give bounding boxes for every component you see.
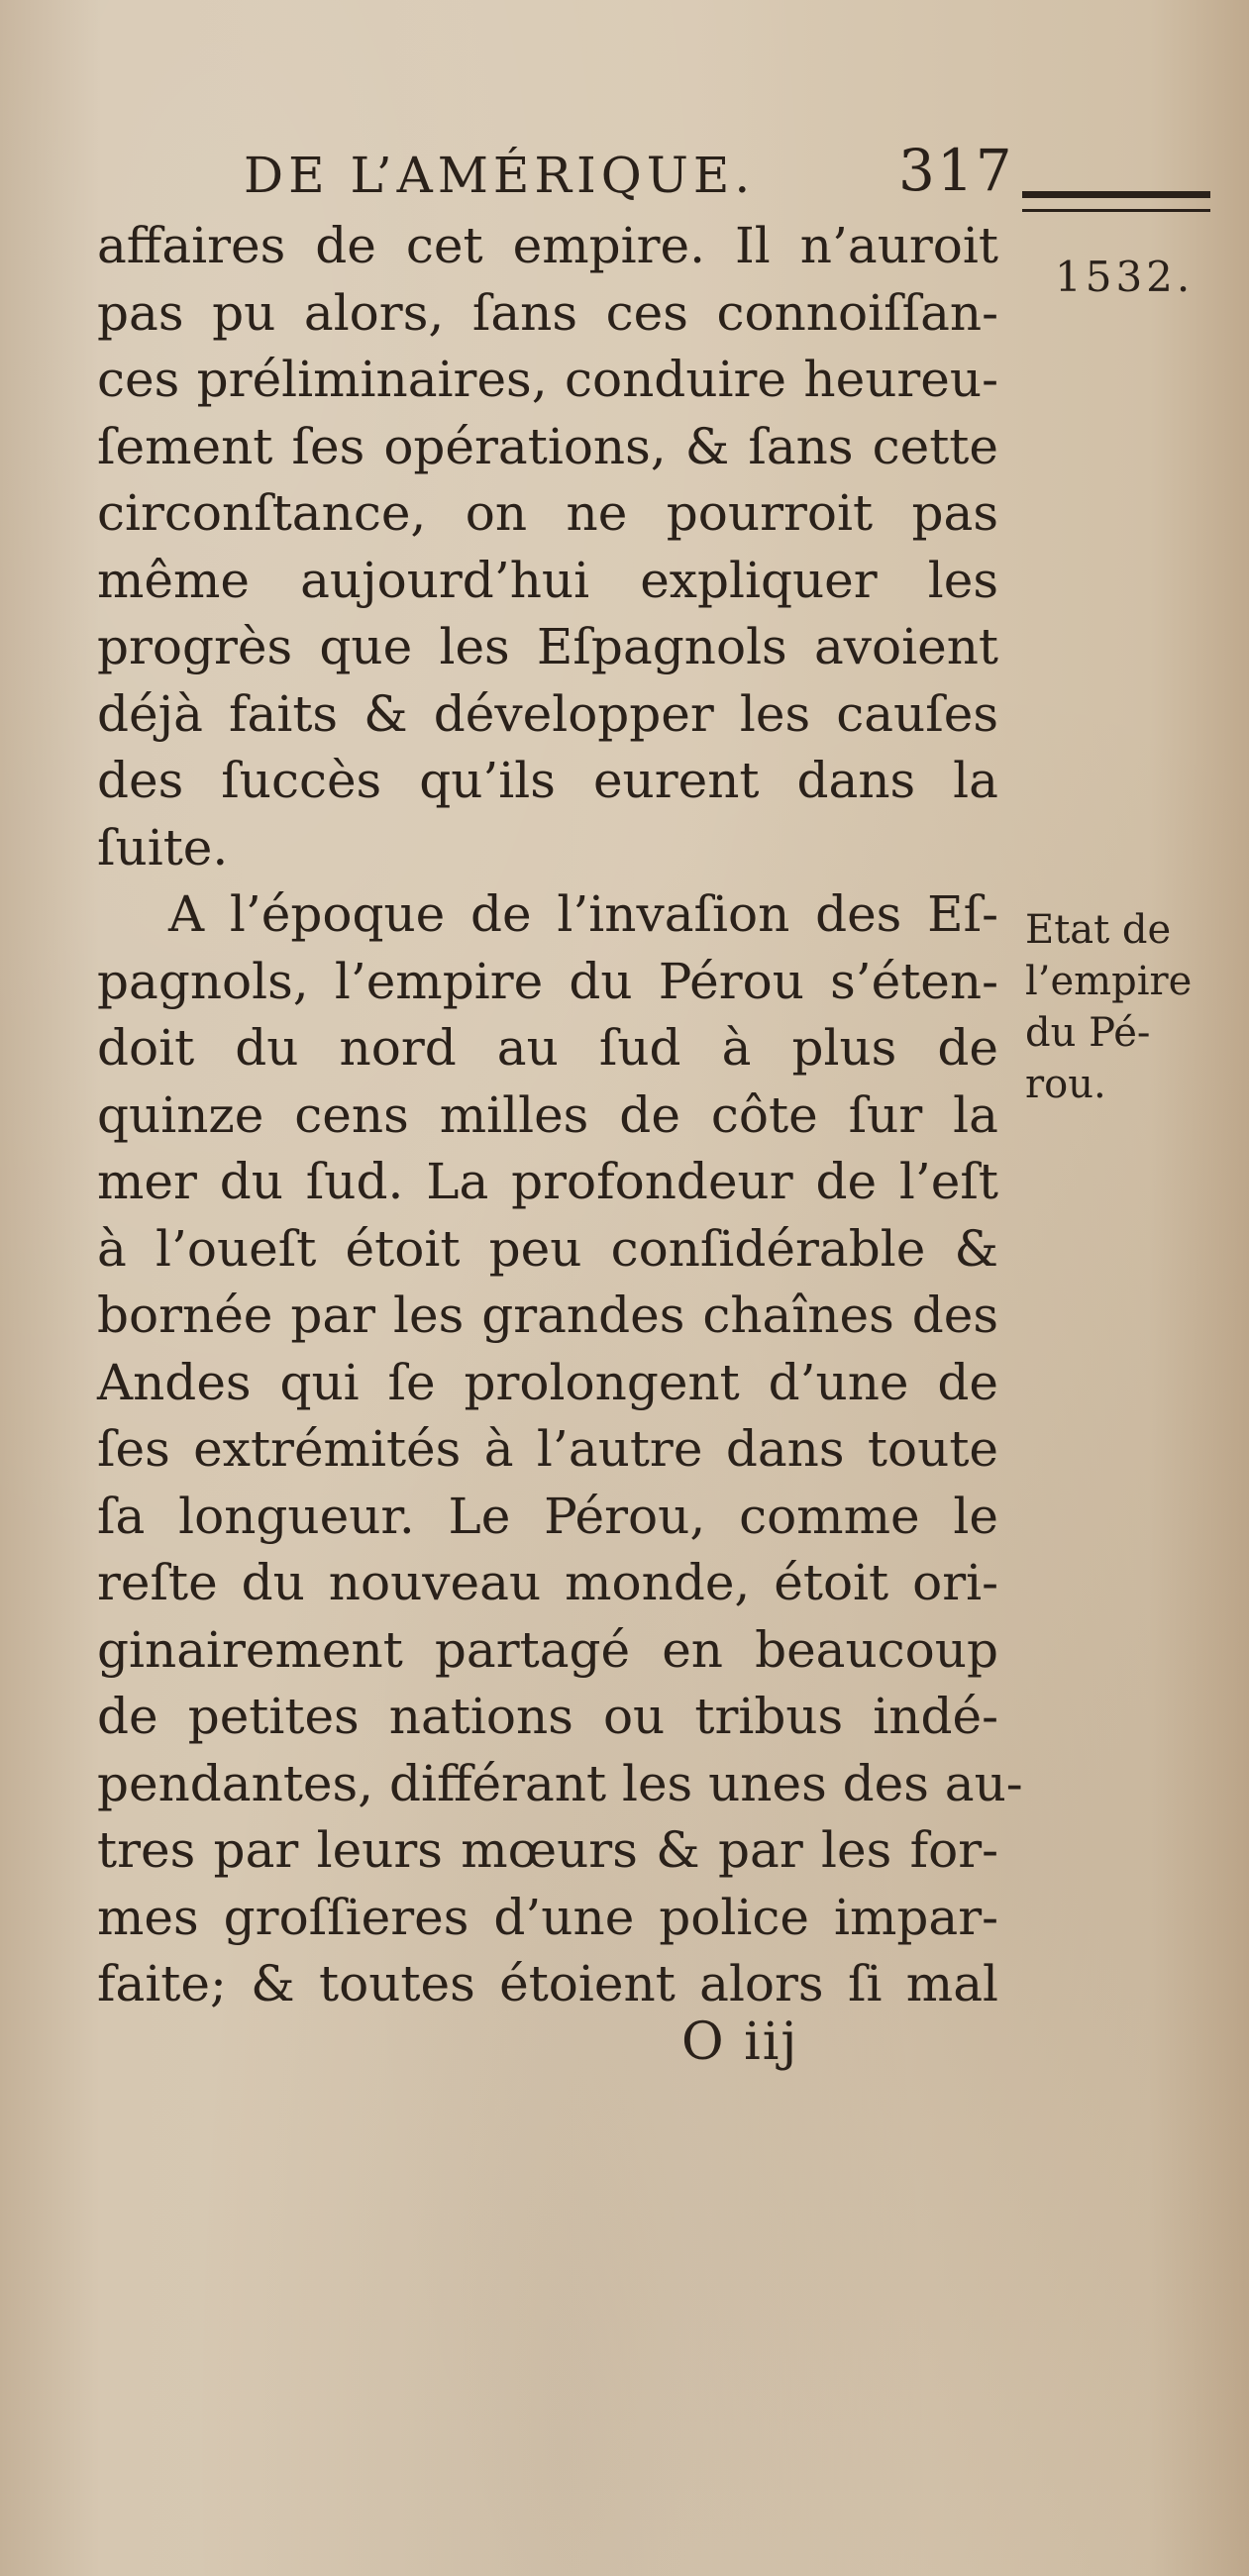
- text-line: ſes extrémités à l’autre dans toute: [97, 1420, 998, 1478]
- margin-note-line: Etat de: [1025, 907, 1172, 953]
- margin-note: [1025, 904, 1223, 1110]
- text-line: ſuite.: [97, 818, 229, 876]
- text-line: faite; & toutes étoient alors ſi mal: [97, 1955, 998, 2012]
- margin-year: 1532.: [1055, 253, 1195, 301]
- text-line: pas pu alors, ſans ces connoiſſan-: [97, 283, 998, 342]
- text-line: bornée par les grandes chaînes des: [97, 1287, 998, 1344]
- signature-mark: O iij: [681, 2012, 799, 2072]
- text-line: ſa longueur. Le Pérou, comme le: [97, 1487, 998, 1545]
- margin-note-line: du Pé-: [1025, 1010, 1151, 1056]
- text-line: ces préliminaires, conduire heureu-: [97, 351, 998, 408]
- text-line: des ſuccès qu’ils eurent dans la: [97, 752, 998, 809]
- text-line: reſte du nouveau monde, étoit ori-: [97, 1554, 998, 1611]
- margin-note-line: rou.: [1025, 1062, 1106, 1107]
- text-line: mes groſſieres d’une police impar-: [97, 1888, 998, 1946]
- text-line: quinze cens milles de côte ſur la: [97, 1085, 998, 1144]
- text-line: affaires de cet empire. Il n’auroit: [97, 217, 998, 274]
- paragraph-first-line: A l’époque de l’invaſion des Eſ-: [168, 885, 998, 943]
- text-line: même aujourd’hui expliquer les: [97, 551, 998, 609]
- text-line: déjà faits & développer les cauſes: [97, 684, 998, 743]
- text-line: tres par leurs mœurs & par les for-: [97, 1821, 998, 1879]
- running-head: [230, 129, 1032, 208]
- text-line: Andes qui ſe prolongent d’une de: [97, 1353, 998, 1411]
- text-line: pendantes, différant les unes des au-: [97, 1754, 1023, 1812]
- text-line: circonſtance, on ne pourroit pas: [97, 484, 998, 542]
- body-text: [97, 213, 1023, 2018]
- text-line: progrès que les Eſpagnols avoient: [97, 618, 998, 675]
- thin-rule: [1022, 209, 1210, 212]
- text-line: ginairement partagé en beaucoup: [97, 1620, 998, 1679]
- text-line: mer du ſud. La profondeur de l’eſt: [97, 1153, 998, 1210]
- text-line: pagnols, l’empire du Pérou s’éten-: [97, 952, 998, 1010]
- text-line: de petites nations ou tribus indé-: [97, 1688, 998, 1745]
- thick-rule: [1022, 191, 1210, 198]
- header-rules: [1022, 191, 1210, 219]
- running-title: DE L’AMÉRIQUE.: [244, 147, 756, 204]
- text-line: ſement ſes opérations, & ſans cette: [97, 417, 998, 475]
- text-line: à l’oueſt étoit peu conſidérable &: [97, 1219, 998, 1278]
- margin-note-line: l’empire: [1025, 959, 1193, 1004]
- page-number: 317: [898, 137, 1014, 204]
- text-line: doit du nord au ſud à plus de: [97, 1019, 998, 1077]
